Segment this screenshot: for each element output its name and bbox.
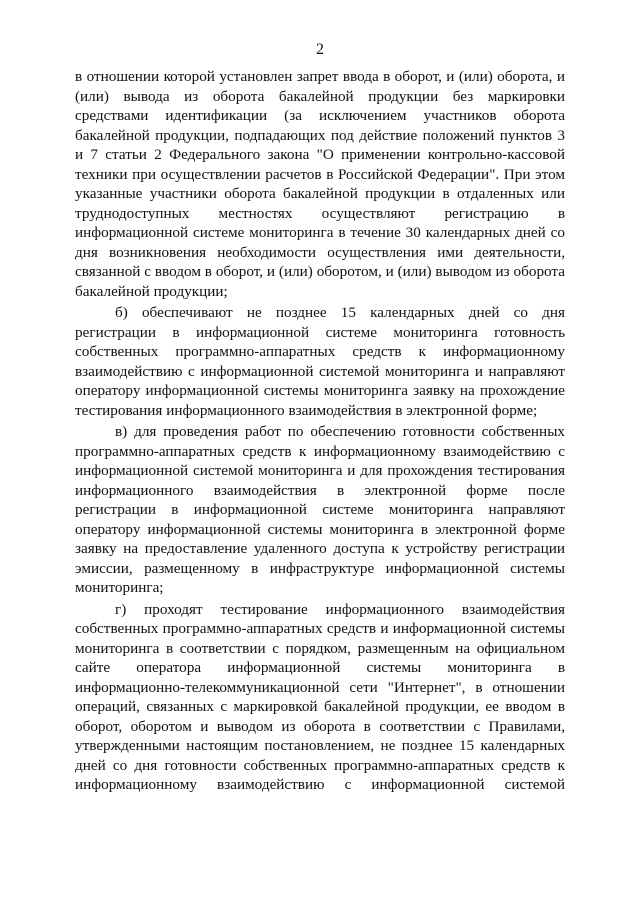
page-number: 2 (316, 41, 324, 58)
document-body (75, 67, 565, 795)
paragraph-item-b: б) обеспечивают не позднее 15 календарных дней со дня регистрации в информационной системе мониторинга готовность собственных программно-аппаратных средств к информационному взаимодействию с информационной системой мониторинга и направляют оператору информационной системы мониторинга заявку на прохождение тестирования информационного взаимодействия в электронной форме; (75, 304, 565, 419)
paragraph-item-v: в) для проведения работ по обеспечению готовности собственных программно-аппаратных средств к информационному взаимодействию с информационной системой мониторинга и для прохождения тестирования информационного взаимодействия в электронной форме после регистрации в информационной системе мониторинга направляют оператору информационной системы мониторинга в электронной форме заявку на предоставление удаленного доступа к устройству регистрации эмиссии, размещенному в инфраструктуре информационной системы мониторинга; (75, 423, 565, 596)
paragraph-continuation: в отношении которой установлен запрет ввода в оборот, и (или) оборота, и (или) вывода из оборота бакалейной продукции без маркировки средствами идентификации (за исключением участников оборота бакалейной продукции, подпадающих под действие положений пунктов 3 и 7 статьи 2 Федерального закона "О применении контрольно-кассовой техники при осуществлении расчетов в Российской Федерации". При этом указанные участники оборота бакалейной продукции в отдаленных или труднодоступных местностях осуществляют регистрацию в информационной системе мониторинга в течение 30 календарных дней со дня возникновения необходимости осуществления ими деятельности, связанной с вводом в оборот, и (или) оборотом, и (или) выводом из оборота бакалейной продукции; (75, 68, 565, 300)
paragraph-item-g: г) проходят тестирование информационного взаимодействия собственных программно-аппаратных средств и информационной системы мониторинга в соответствии с порядком, размещенным на официальном сайте оператора информационной системы мониторинга в информационно-телекоммуникационной сети "Интернет", в отношении операций, связанных с маркировкой бакалейной продукции, ее вводом в оборот, оборотом и выводом из оборота в соответствии с Правилами, утвержденными настоящим постановлением, не позднее 15 календарных дней со дня готовности собственных программно-аппаратных средств к информационному взаимодействию с информационной системой (75, 600, 565, 793)
